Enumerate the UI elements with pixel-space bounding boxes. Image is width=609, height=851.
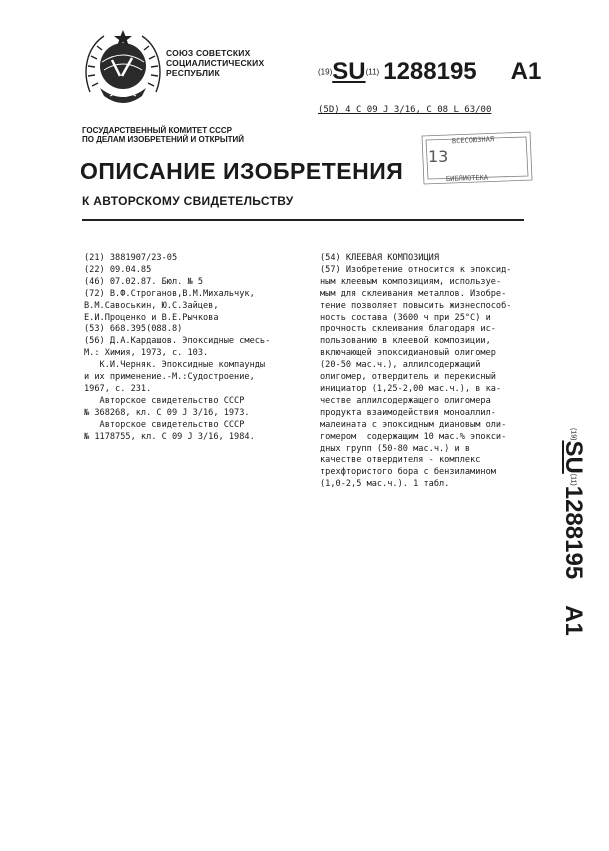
library-stamp — [418, 128, 536, 188]
country-code-label: (19) — [318, 67, 333, 77]
abstract-line: тение позволяет повысить жизнеспособ- — [320, 300, 512, 311]
biblio-line: и их применение.-М.:Судостроение, — [84, 372, 255, 383]
abstract-line: (20-50 мас.ч.), аллилсодержащий — [320, 360, 481, 371]
abstract-line: малеината с эпоксидным диановым оли- — [320, 419, 507, 430]
biblio-line: Авторское свидетельство СССР — [84, 395, 245, 406]
patent-number: 1288195 — [383, 58, 477, 85]
margin-patent-number: 1288195 — [560, 485, 587, 580]
biblio-line: 1967, с. 231. — [84, 383, 152, 394]
abstract-line: качестве отвердителя - комплекс — [320, 455, 481, 466]
biblio-line: М.: Химия, 1973, с. 103. — [84, 348, 209, 359]
union-line: РЕСПУБЛИК — [166, 68, 220, 78]
ipc-code-label: (5D) 4 — [318, 105, 351, 115]
abstract-line: инициатор (1,25-2,00 мас.ч.), в ка- — [320, 383, 502, 394]
abstract-line: пользованию в клеевой композиции, — [320, 336, 491, 347]
ussr-emblem — [80, 26, 166, 112]
abstract-line: олигомер, отвердитель и перекисный — [320, 372, 496, 383]
bibliographic-data — [84, 253, 310, 444]
country-code: SU — [332, 58, 366, 85]
biblio-line: В.М.Савоськин, Ю.С.Зайцев, — [84, 300, 219, 311]
union-name — [166, 48, 264, 78]
abstract-line: ным клеевым композициям, используе- — [320, 276, 502, 287]
margin-publication-number — [557, 428, 587, 690]
abstract-line: включающей эпоксидиановый олигомер — [320, 348, 496, 359]
abstract-line: прочность склеивания благодаря ис- — [320, 324, 496, 335]
abstract-line: (57) Изобретение относится к эпоксид- — [320, 264, 512, 275]
margin-kind-code: A1 — [560, 605, 587, 636]
biblio-line: (22) 09.04.85 — [84, 264, 152, 275]
biblio-line: К.И.Черняк. Эпоксидные компаунды — [84, 360, 266, 371]
committee-name — [82, 126, 244, 144]
stamp-line: 13 — [428, 147, 449, 166]
committee-line: ГОСУДАРСТВЕННЫЙ КОМИТЕТ СССР — [82, 126, 232, 135]
biblio-line: (56) Д.А.Кардашов. Эпоксидные смесь- — [84, 336, 271, 347]
margin-country-code-label: (19) — [569, 428, 577, 441]
abstract-line: гомером содержащим 10 мас.% эпокси- — [320, 431, 507, 442]
ipc-value: C 09 J 3/16, C 08 L 63/00 — [355, 105, 492, 115]
biblio-line: (53) 668.395(088.8) — [84, 324, 183, 335]
committee-line: ПО ДЕЛАМ ИЗОБРЕТЕНИЙ И ОТКРЫТИЙ — [82, 135, 245, 144]
abstract — [320, 253, 530, 491]
union-line: СОЦИАЛИСТИЧЕСКИХ — [166, 58, 265, 68]
publication-number — [318, 58, 541, 86]
header-divider — [82, 219, 524, 221]
biblio-line: № 1178755, кл. С 09 J 3/16, 1984. — [84, 431, 255, 442]
abstract-line: дных групп (50-80 мас.ч.) и в — [320, 443, 471, 454]
union-line: СОЮЗ СОВЕТСКИХ — [166, 48, 251, 58]
document-title: ОПИСАНИЕ ИЗОБРЕТЕНИЯ — [80, 158, 404, 184]
abstract-line: ность состава (3600 ч при 25°С) и — [320, 312, 491, 323]
abstract-line: мым для склеивания металлов. Изобре- — [320, 288, 507, 299]
kind-code: A1 — [510, 58, 542, 85]
biblio-line: (46) 07.02.87. Бюл. № 5 — [84, 276, 203, 287]
number-code-label: (11) — [365, 67, 380, 77]
abstract-line: трехфтористого бора с бензиламином — [320, 467, 496, 478]
biblio-line: Авторское свидетельство СССР — [84, 419, 245, 430]
abstract-line: (54) КЛЕЕВАЯ КОМПОЗИЦИЯ — [320, 253, 439, 263]
margin-country-code: SU — [560, 440, 587, 474]
biblio-line: Е.И.Проценко и В.Е.Рычкова — [84, 312, 219, 323]
abstract-line: (1,0-2,5 мас.ч.). 1 табл. — [320, 479, 450, 490]
stamp-line: БИБЛИОТЕКА — [445, 173, 489, 184]
abstract-line: продукта взаимодействия моноаллил- — [320, 407, 496, 418]
biblio-line: (21) 3881907/23-05 — [84, 253, 178, 263]
ipc-classification — [318, 105, 491, 115]
biblio-line: (72) В.Ф.Строганов,В.М.Михальчук, — [84, 288, 255, 299]
stamp-line: ВСЕСОЮЗНАЯ — [451, 135, 495, 146]
biblio-line: № 368268, кл. С 09 J 3/16, 1973. — [84, 407, 250, 418]
document-subtitle: К АВТОРСКОМУ СВИДЕТЕЛЬСТВУ — [82, 194, 294, 208]
abstract-line: честве аллилсодержащего олигомера — [320, 395, 491, 406]
margin-number-code-label: (11) — [569, 473, 577, 486]
